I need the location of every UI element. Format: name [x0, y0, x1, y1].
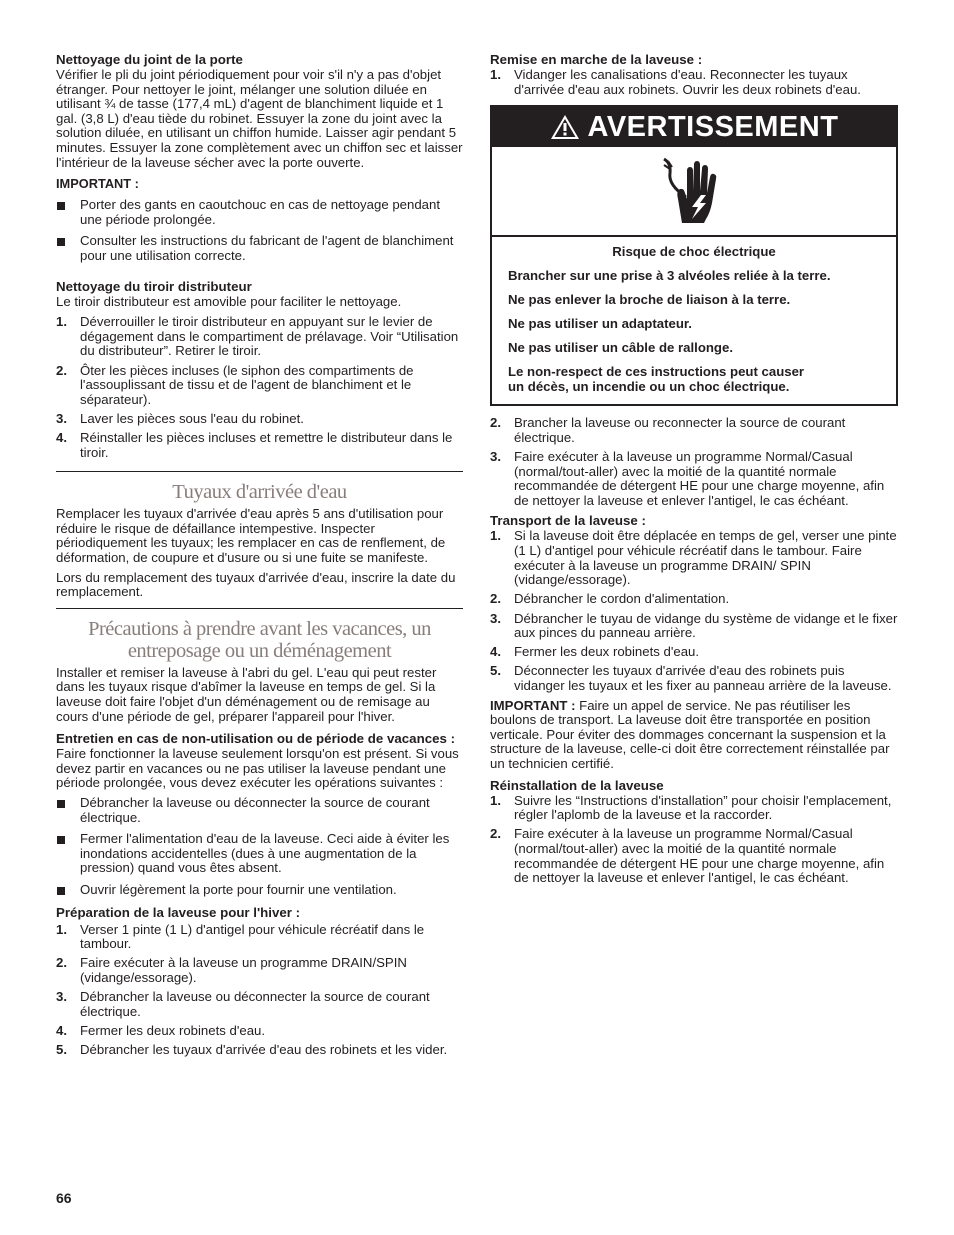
list-item — [56, 431, 463, 460]
list-item — [490, 794, 898, 823]
step-number: 5. — [490, 663, 501, 679]
step-text: Si la laveuse doit être déplacée en temps de gel, verser une pinte (1 L) d'antigel pour véhicule récréatif dans le tambour. Faire exécuter à la laveuse un programme DRAIN/ SPIN (vidange/essorage). — [514, 528, 897, 588]
right-column — [490, 52, 898, 886]
list-item — [56, 956, 463, 985]
bullet-square-icon — [57, 238, 65, 246]
step-text: Laver les pièces sous l'eau du robinet. — [80, 410, 304, 426]
step-text: Suivre les “Instructions d'installation” pour choisir l'emplacement, régler l'aplomb de la laveuse et la raccorder. — [514, 792, 892, 823]
step-number: 1. — [490, 528, 501, 544]
gasket-bullet-list — [56, 198, 463, 263]
step-number: 4. — [56, 430, 67, 446]
list-item — [490, 592, 898, 607]
drawer-intro: Le tiroir distributeur est amovible pour faciliter le nettoyage. — [56, 293, 402, 309]
list-item — [56, 234, 463, 263]
step-number: 1. — [56, 314, 67, 330]
list-item — [490, 450, 898, 508]
step-number: 1. — [56, 921, 67, 937]
warning-icon-area — [492, 147, 896, 237]
gasket-paragraph: Vérifier le pli du joint périodiquement pour voir s'il n'y a pas d'objet étranger. Pour nettoyer le joint, mélanger une solution diluée en utilisant ¾ de tasse (177,4 mL) d'agent de blanchiment liquide et 1 gal. (3,8 L) d'eau tiède du robinet. Essuyer la zone du joint avec la solution diluée, en utilisant un chiffon humide. Laisser agir pendant 5 minutes. Essuyer la zone complètement avec un chiffon sec et laisser l'intérieur de la laveuse sécher avec la porte ouverte. — [56, 67, 463, 170]
hoses-section-title: Tuyaux d'arrivée d'eau — [172, 481, 347, 504]
warning-consequence — [508, 364, 880, 394]
step-text: Fermer les deux robinets d'eau. — [80, 1022, 266, 1038]
list-item — [56, 832, 463, 876]
warning-line: Ne pas utiliser un adaptateur. — [508, 316, 692, 332]
gasket-important-label: IMPORTANT : — [56, 176, 139, 192]
list-item — [56, 1043, 463, 1058]
transport-important-text: Faire un appel de service. Ne pas réutiliser les boulons de transport. La laveuse doit être transportée en position verticale. Pour éviter des dommages concernant la suspension et la structure de la laveuse, celle-ci doit être correctement réinstallée par un technicien certifié. — [490, 697, 890, 772]
list-item — [56, 412, 463, 427]
bullet-square-icon — [57, 836, 65, 844]
section-divider — [56, 608, 463, 609]
list-item — [56, 923, 463, 952]
bullet-text: Porter des gants en caoutchouc en cas de nettoyage pendant une période prolongée. — [80, 197, 440, 227]
step-number: 3. — [56, 410, 67, 426]
bullet-text: Débrancher la laveuse ou déconnecter la source de courant électrique. — [80, 794, 430, 825]
list-item — [56, 315, 463, 359]
list-item — [490, 68, 898, 97]
step-number: 1. — [490, 67, 501, 82]
electric-shock-hand-icon — [662, 155, 726, 227]
vacation-title-line-2: entreposage ou un déménagement — [127, 639, 392, 662]
page-number: 66 — [56, 1190, 72, 1206]
bullet-square-icon — [57, 887, 65, 895]
vacation-paragraph: Installer et remiser la laveuse à l'abri du gel. L'eau qui peut rester dans les tuyaux risque d'abîmer la laveuse en temps de gel. Si la laveuse doit faire l'objet d'un déménagement ou de remisage au cours d'une période de gel, préparer l'appareil pour l'hiver. — [56, 664, 437, 724]
warning-consequence-line-1: Le non-respect de ces instructions peut causer — [508, 364, 805, 380]
step-number: 2. — [490, 415, 501, 431]
drawer-heading: Nettoyage du tiroir distributeur — [56, 278, 252, 294]
step-text: Faire exécuter à la laveuse un programme DRAIN/SPIN (vidange/essorage). — [80, 955, 407, 985]
nonuse-paragraph: Faire fonctionner la laveuse seulement lorsqu'on est présent. Si vous devez partir en vacances ou ne pas utiliser la laveuse pendant une période prolongée, vous devez exécuter les opérations suivantes : — [56, 746, 459, 791]
nonuse-bullet-list — [56, 796, 463, 898]
transport-important — [490, 699, 898, 772]
list-item — [490, 664, 898, 693]
warning-triangle-icon — [550, 114, 580, 140]
winter-steps — [56, 923, 463, 1058]
warning-consequence-line-2: un décès, un incendie ou un choc électrique. — [508, 379, 790, 395]
step-text: Débrancher le tuyau de vidange du système de vidange et le fixer aux pinces du panneau arrière. — [514, 610, 898, 641]
warning-line: Ne pas utiliser un câble de rallonge. — [508, 340, 733, 356]
list-item — [490, 827, 898, 885]
step-text: Vidanger les canalisations d'eau. Reconnecter les tuyaux d'arrivée d'eau aux robinets. Ouvrir les deux robinets d'eau. — [514, 67, 861, 97]
step-text: Déverrouiller le tiroir distributeur en appuyant sur le levier de dégagement dans le compartiment de prélavage. Voir “Utilisation du distributeur”. Retirer le tiroir. — [80, 314, 459, 359]
section-divider — [56, 471, 463, 472]
step-text: Déconnecter les tuyaux d'arrivée d'eau des robinets puis vidanger les tuyaux et les fixer au panneau arrière de la laveuse. — [514, 663, 892, 694]
step-number: 1. — [490, 792, 501, 808]
warning-body — [492, 237, 896, 404]
warning-line: Brancher sur une prise à 3 alvéoles reliée à la terre. — [508, 268, 831, 284]
list-item — [56, 796, 463, 825]
bullet-square-icon — [57, 202, 65, 210]
warning-risk: Risque de choc électrique — [612, 244, 776, 260]
bullet-text: Ouvrir légèrement la porte pour fournir une ventilation. — [80, 881, 397, 897]
reinstall-heading: Réinstallation de la laveuse — [490, 777, 664, 793]
vacation-title-line-1: Précautions à prendre avant les vacances, un — [88, 617, 431, 640]
restart-steps-continued — [490, 416, 898, 508]
step-text: Fermer les deux robinets d'eau. — [514, 644, 700, 660]
step-number: 2. — [56, 362, 67, 378]
step-text: Brancher la laveuse ou reconnecter la source de courant électrique. — [514, 415, 846, 445]
step-number: 5. — [56, 1042, 67, 1058]
left-column — [56, 52, 463, 1058]
step-number: 2. — [490, 591, 501, 607]
step-number: 4. — [490, 644, 501, 660]
reinstall-steps — [490, 794, 898, 886]
list-item — [56, 198, 463, 227]
hoses-paragraph-1: Remplacer les tuyaux d'arrivée d'eau après 5 ans d'utilisation pour réduire le risque de défaillance intempestive. Inspecter périodiquement les tuyaux; les remplacer en cas de renflement, de déformation, de coupure et d'usure ou si une fuite se manifeste. — [56, 506, 446, 566]
transport-steps — [490, 529, 898, 693]
step-text: Débrancher le cordon d'alimentation. — [514, 591, 730, 607]
step-number: 4. — [56, 1022, 67, 1038]
warning-title: AVERTISSEMENT — [587, 110, 839, 143]
list-item — [56, 364, 463, 408]
transport-heading: Transport de la laveuse : — [490, 513, 646, 529]
step-text: Faire exécuter à la laveuse un programme Normal/Casual (normal/tout-aller) avec la moitié de la quantité normale recommandée de détergent HE pour une charge moyenne, afin de nettoyer la laveuse et enlever l'antigel, le cas échéant. — [514, 448, 885, 508]
bullet-text: Consulter les instructions du fabricant de l'agent de blanchiment pour une utilisation correcte. — [80, 233, 454, 263]
transport-important-label: IMPORTANT : — [490, 697, 576, 713]
step-number: 3. — [56, 989, 67, 1005]
list-item — [490, 645, 898, 660]
hoses-paragraph-2: Lors du remplacement des tuyaux d'arrivée d'eau, inscrire la date du remplacement. — [56, 569, 456, 600]
list-item — [56, 883, 463, 898]
gasket-heading: Nettoyage du joint de la porte — [56, 52, 243, 67]
nonuse-heading: Entretien en cas de non-utilisation ou de période de vacances : — [56, 731, 455, 747]
step-number: 2. — [56, 955, 67, 971]
step-text: Verser 1 pinte (1 L) d'antigel pour véhicule récréatif dans le tambour. — [80, 921, 425, 952]
list-item — [490, 416, 898, 445]
step-text: Débrancher les tuyaux d'arrivée d'eau des robinets et les vider. — [80, 1042, 448, 1058]
restart-heading: Remise en marche de la laveuse : — [490, 52, 703, 67]
list-item — [56, 990, 463, 1019]
step-number: 3. — [490, 610, 501, 626]
drawer-steps — [56, 315, 463, 460]
vacation-section-title — [56, 618, 463, 662]
warning-box — [490, 105, 898, 406]
step-number: 3. — [490, 448, 501, 464]
list-item — [56, 1024, 463, 1039]
warning-header — [492, 107, 896, 147]
warning-line: Ne pas enlever la broche de liaison à la terre. — [508, 292, 791, 308]
step-number: 2. — [490, 826, 501, 842]
restart-steps — [490, 68, 898, 97]
list-item — [490, 529, 898, 587]
list-item — [490, 612, 898, 641]
step-text: Faire exécuter à la laveuse un programme Normal/Casual (normal/tout-aller) avec la moitié de la quantité normale recommandée de détergent HE pour une charge moyenne, afin de nettoyer la laveuse et enlever l'antigel, le cas échéant. — [514, 826, 885, 886]
step-text: Réinstaller les pièces incluses et remettre le distributeur dans le tiroir. — [80, 430, 453, 460]
bullet-text: Fermer l'alimentation d'eau de la laveuse. Ceci aide à éviter les inondations accidentelles (dues à une augmentation de la pression) quand vous êtes absent. — [80, 831, 450, 876]
step-text: Ôter les pièces incluses (le siphon des compartiments de l'assouplissant de tissu et de l'agent de blanchiment et le séparateur). — [80, 362, 414, 407]
winter-heading: Préparation de la laveuse pour l'hiver : — [56, 904, 301, 920]
step-text: Débrancher la laveuse ou déconnecter la source de courant électrique. — [80, 989, 430, 1019]
bullet-square-icon — [57, 800, 65, 808]
